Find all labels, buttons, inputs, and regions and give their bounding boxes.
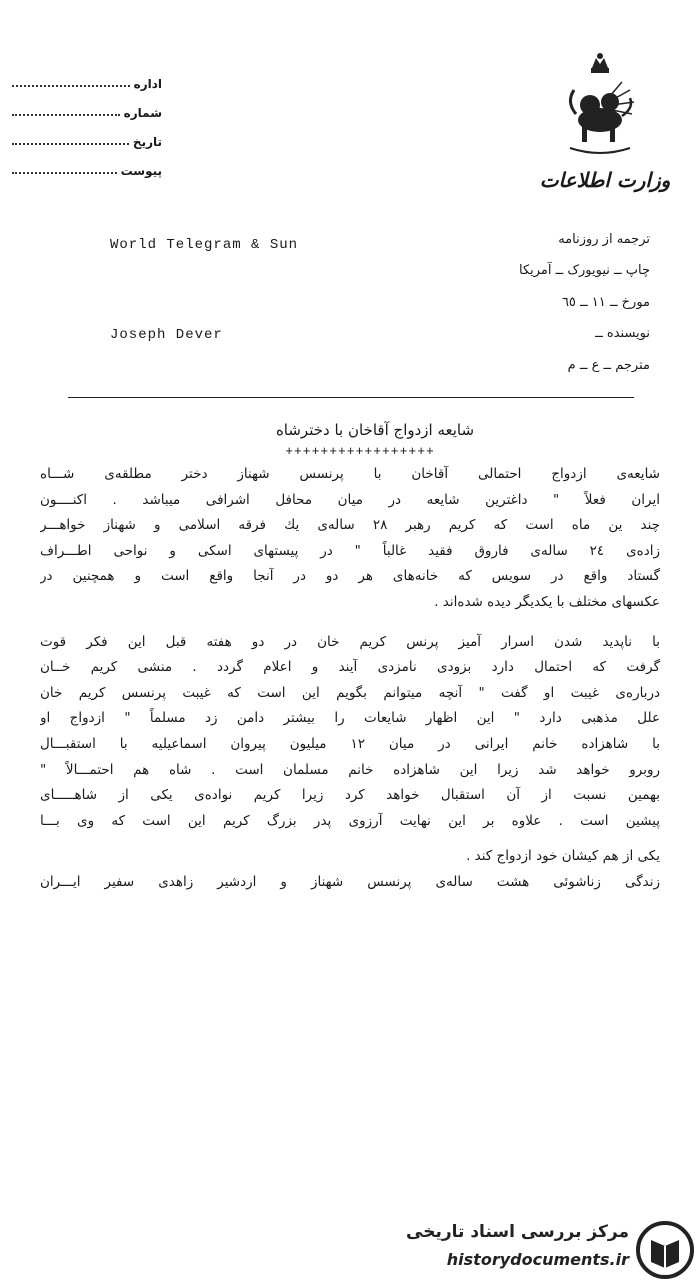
watermark — [406, 1216, 695, 1282]
text-line: علل مذهبی دارد " این اظهار شایعات را بیشتر دامن زد مسلماً " ازدواج او — [40, 710, 660, 727]
header-fields — [12, 62, 162, 178]
field-dots — [12, 113, 120, 116]
translator-label: مترجم ــ ع ــ م — [567, 358, 650, 373]
paragraph — [40, 870, 660, 896]
text-line: گرفت که احتمال دارد بزودی نامزدی آیند و اعلام گردد . منشی کریم خــان — [40, 659, 660, 676]
field-label: پیوست — [120, 164, 162, 178]
paragraph — [40, 462, 660, 616]
field-number — [12, 91, 162, 120]
watermark-url: historydocuments.ir — [446, 1250, 629, 1269]
text-line: با شاهزاده خانم ایرانی در میان ١٢ میلیون پیروان اسماعیلیه با استقبـــال — [40, 735, 660, 752]
author-value: Joseph Dever — [110, 327, 223, 343]
text-line: زاده‌ی ٢٤ ساله‌ی فاروق فقید غالباً " در پیستهای اسکی و نواحی اطـــراف — [40, 542, 660, 559]
field-label: تاریخ — [132, 135, 162, 149]
text-line: گستاد واقع در سویس که خانه‌های هر دو در آنجا واقع است و همچنین در — [40, 568, 660, 585]
text-line: درباره‌ی غیبت او گفت " آنچه میتوانم بگویم این است که غیبت پرنسس کریم خان — [40, 684, 660, 701]
title-underline: +++++++++++++++++ — [285, 444, 435, 459]
field-dots — [12, 84, 130, 87]
field-dots — [12, 171, 117, 174]
author-label: نویسنده ــ — [595, 326, 650, 341]
field-label: اداره — [133, 77, 162, 91]
field-office — [12, 62, 162, 91]
source-value: World Telegram & Sun — [110, 237, 299, 253]
text-line: چند ین ماه است که کریم رهبر ٢٨ ساله‌ی یك فرقه اسلامی و شهناز خواهـــر — [40, 517, 660, 534]
text-line: با ناپدید شدن اسرار آمیز پرنس کریم خان در دو هفته قبل این فکر قوت — [40, 633, 660, 650]
text-line: ایران فعلاً " داغترین شایعه در میان محافل اشرافی میباشد . اکنــــون — [40, 491, 660, 508]
paragraph — [40, 630, 660, 870]
source-label: ترجمه از روزنامه — [558, 232, 650, 247]
ministry-name: وزارت اطلاعات — [539, 168, 671, 192]
text-line: زندگی زناشوئی هشت ساله‌ی پرنسس شهناز و اردشیر زاهدی سفیر ایـــران — [40, 873, 660, 890]
document-body — [40, 462, 660, 896]
lion-and-sun-emblem-icon — [560, 50, 640, 160]
field-label: شماره — [123, 106, 162, 120]
field-dots — [12, 142, 129, 145]
print-label: چاپ ــ نیویورک ــ آمریکا — [518, 263, 650, 278]
text-line: شایعه‌ی ازدواج احتمالی آقاخان با پرنسس شهناز دختر مطلقه‌ی شـــاه — [40, 466, 660, 482]
date-label: مورخ ــ ١١ ــ ٦٥ — [561, 295, 650, 310]
field-date — [12, 120, 162, 149]
text-line: یکی از هم کیشان خود ازدواج کند . — [466, 848, 660, 865]
separator-rule — [68, 397, 634, 398]
text-line: بهمین نسبت از آن استقبال خواهد کرد زیرا کریم نواده‌ی یکی از شاهـــــای — [40, 787, 660, 804]
field-attachment — [12, 149, 162, 178]
text-line: پیشین است . علاوه بر این نهایت آرزوی پدر بزرگ کریم این است که وی بـــا — [40, 812, 660, 829]
book-logo-icon — [635, 1220, 695, 1280]
watermark-title: مرکز بررسی اسناد تاریخی — [406, 1222, 629, 1242]
text-line: روبرو خواهد شد زیرا این شاهزاده خانم مسلمان است . شاه هم احتمـــالاً " — [40, 761, 660, 778]
text-line: عکسهای مختلف با یکدیگر دیده شده‌اند . — [434, 593, 660, 610]
document-title: شایعه ازدواج آقاخان با دخترشاه — [275, 421, 475, 439]
